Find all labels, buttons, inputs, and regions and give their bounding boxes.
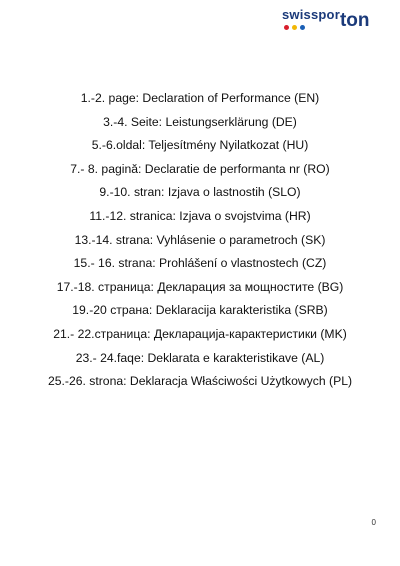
logo-brand-text: swisspor (282, 7, 340, 22)
toc-item: 25.-26. strona: Deklaracja Właściwości Użytkowych (PL) (47, 374, 353, 389)
toc-item: 21.- 22.страница: Декларација-карактеристики (MK) (53, 326, 347, 341)
swisspor-logo (282, 8, 378, 38)
toc-item: 3.-4. Seite: Leistungserklärung (DE) (103, 114, 297, 129)
logo-dot-blue (300, 25, 305, 30)
toc-item: 1.-2. page: Declaration of Performance (EN) (80, 91, 320, 105)
toc-item: 23.- 24.faqe: Deklarata e karakteristikave (AL) (75, 350, 325, 365)
toc-item: 11.-12. stranica: Izjava o svojstvima (HR) (89, 208, 311, 223)
toc-item: 5.-6.oldal: Teljesítmény Nyilatkozat (HU) (91, 138, 309, 153)
table-of-contents (0, 87, 400, 394)
toc-item: 7.- 8. pagină: Declaratie de performanta nr (RO) (70, 161, 330, 176)
toc-item: 13.-14. strana: Vyhlásenie o parametroch (SK) (74, 232, 326, 247)
logo-dot-yellow (292, 25, 297, 30)
logo-dot-red (284, 25, 289, 30)
page-number: 0 (371, 518, 376, 527)
logo-dots (284, 25, 305, 30)
toc-item: 15.- 16. strana: Prohlášení o vlastnostech (CZ) (73, 256, 327, 271)
toc-item: 19.-20 страна: Deklaracija karakteristika (SRB) (72, 303, 328, 318)
toc-item: 9.-10. stran: Izjava o lastnostih (SLO) (99, 185, 301, 200)
logo-brand-suffix: ton (339, 10, 370, 31)
toc-item: 17.-18. страница: Декларация за мощностите (BG) (56, 279, 344, 294)
